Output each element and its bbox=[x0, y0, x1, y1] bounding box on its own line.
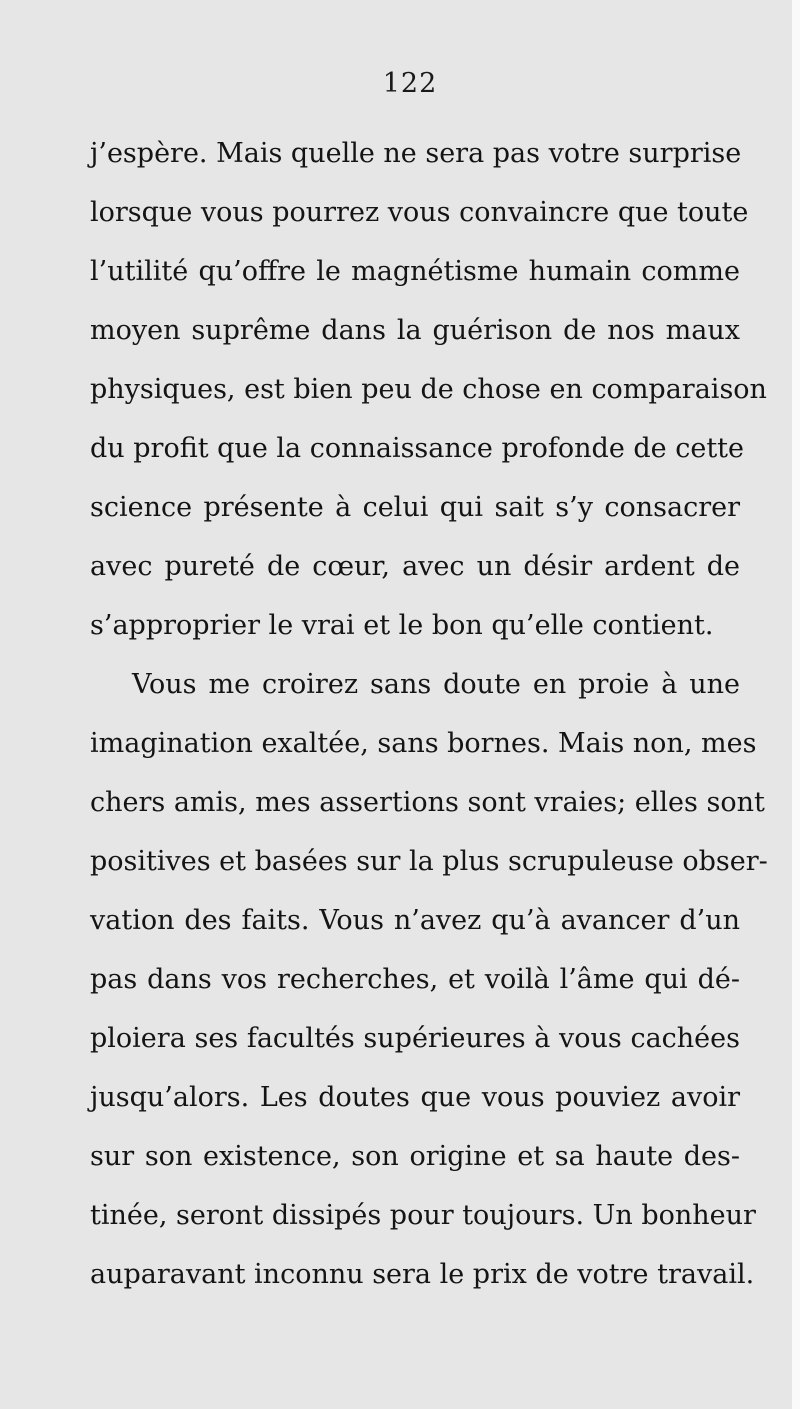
text-line: jusqu’alors. Les doutes que vous pouviez avoir bbox=[90, 1082, 740, 1113]
text-line: lorsque vous pourrez vous convaincre que toute bbox=[90, 197, 749, 228]
text-line: auparavant inconnu sera le prix de votre travail. bbox=[90, 1259, 755, 1290]
text-line: du profit que la connaissance profonde de cette bbox=[90, 433, 745, 464]
text-line: j’espère. Mais quelle ne sera pas votre surprise bbox=[90, 138, 742, 169]
text-line: s’approprier le vrai et le bon qu’elle contient. bbox=[90, 610, 714, 641]
text-line: positives et basées sur la plus scrupuleuse obser- bbox=[90, 846, 768, 877]
text-line: chers amis, mes assertions sont vraies; elles sont bbox=[90, 787, 765, 818]
text-line: imagination exaltée, sans bornes. Mais non, mes bbox=[90, 728, 757, 759]
text-line: sur son existence, son origine et sa haute des- bbox=[90, 1141, 740, 1172]
text-line: science présente à celui qui sait s’y consacrer bbox=[90, 492, 740, 523]
text-line: l’utilité qu’offre le magnétisme humain comme bbox=[90, 256, 740, 287]
text-line: tinée, seront dissipés pour toujours. Un bonheur bbox=[90, 1200, 756, 1231]
text-line: physiques, est bien peu de chose en comparaison bbox=[90, 374, 767, 405]
page-body-text bbox=[90, 124, 768, 1304]
text-line: moyen suprême dans la guérison de nos maux bbox=[90, 315, 740, 346]
text-line: avec pureté de cœur, avec un désir ardent de bbox=[90, 551, 740, 582]
text-line: ploiera ses facultés supérieures à vous cachées bbox=[90, 1023, 740, 1054]
text-line: Vous me croirez sans doute en proie à une bbox=[132, 669, 740, 700]
text-line: vation des faits. Vous n’avez qu’à avancer d’un bbox=[90, 905, 740, 936]
text-line: pas dans vos recherches, et voilà l’âme qui dé- bbox=[90, 964, 740, 995]
page-number: 122 bbox=[382, 68, 438, 99]
